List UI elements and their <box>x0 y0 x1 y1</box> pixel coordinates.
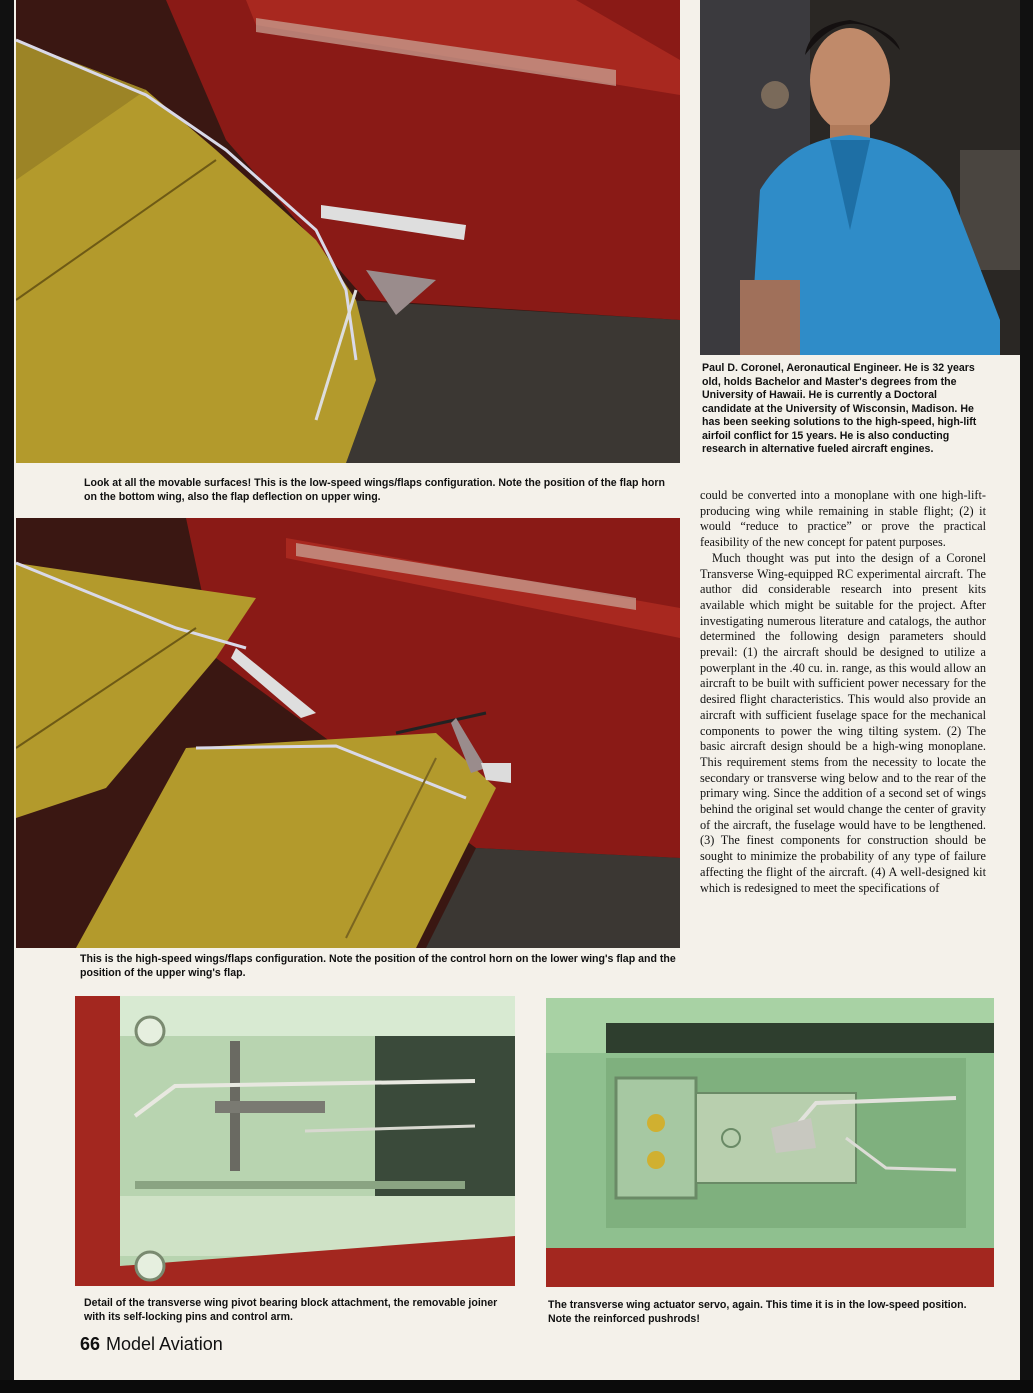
magazine-page <box>14 0 1020 1380</box>
photo-pivot-bearing <box>75 996 515 1286</box>
photo-portrait <box>700 0 1020 355</box>
magazine-name: Model Aviation <box>106 1334 223 1354</box>
page-footer <box>80 1334 223 1355</box>
caption-portrait: Paul D. Coronel, Aeronautical Engineer. He is 32 years old, holds Bachelor and Master's degrees from the University of Hawaii. He is currently a Doctoral candidate at the University of Wisconsin, Madison. He has been seeking solutions to the high-speed, high-lift airfoil conflict for 15 years. He is also conducting research in alternative fueled aircraft engines. <box>702 362 977 455</box>
article-paragraph-1: could be converted into a monoplane with one high-lift-producing wing while remaining in stable flight; (2) it would “reduce to practice” or prove the practical feasibility of the new concept for patent purposes. <box>700 488 986 550</box>
actuator-servo-illustration <box>546 998 994 1287</box>
photo-high-speed-config <box>16 518 680 948</box>
portrait-illustration <box>700 0 1020 355</box>
caption-actuator-servo: The transverse wing actuator servo, again. This time it is in the low-speed position. Note the reinforced pushrods! <box>548 1299 967 1325</box>
pivot-bearing-illustration <box>75 996 515 1286</box>
photo-low-speed-config <box>16 0 680 463</box>
article-body <box>700 488 986 896</box>
article-paragraph-2: Much thought was put into the design of a Coronel Transverse Wing-equipped RC experimental aircraft. The author did considerable research into present kits available which might be suitable for the project. After investigating numerous literature and catalogs, the author determined the following design parameters should prevail: (1) the aircraft should be designed to utilize a powerplant in the .40 cu. in. range, as this would allow an aircraft to be built with sufficient power necessary for the desired flight characteristics. This would also provide an aircraft with sufficient fuselage space for the mechanical components to power the wing tilting system. (2) The basic aircraft design should be a high-wing monoplane. This requirement stems from the necessity to locate the secondary or transverse wing below and to the rear of the primary wing. Since the addition of a second set of wings behind the original set would change the center of gravity of the aircraft, the fuselage would have to be lengthened. (3) The finest components for construction should be sought to minimize the probability of any type of failure affecting the flight of the aircraft. (4) A well-designed kit which is redesigned to meet the specifications of <box>700 550 986 895</box>
photo-actuator-servo <box>546 998 994 1287</box>
scan-bottom-edge <box>0 1380 1033 1393</box>
caption-pivot-bearing: Detail of the transverse wing pivot bearing block attachment, the removable joiner with its self-locking pins and control arm. <box>84 1297 498 1323</box>
low-speed-wings-illustration <box>16 0 680 463</box>
high-speed-wings-illustration <box>16 518 680 948</box>
caption-low-speed-config: Look at all the movable surfaces! This is the low-speed wings/flaps configuration. Note the position of the flap horn on the bottom wing, also the flap deflection on upper wing. <box>84 477 665 503</box>
caption-high-speed-config: This is the high-speed wings/flaps configuration. Note the position of the control horn on the lower wing's flap and the position of the upper wing's flap. <box>80 953 676 979</box>
page-number: 66 <box>80 1334 101 1354</box>
